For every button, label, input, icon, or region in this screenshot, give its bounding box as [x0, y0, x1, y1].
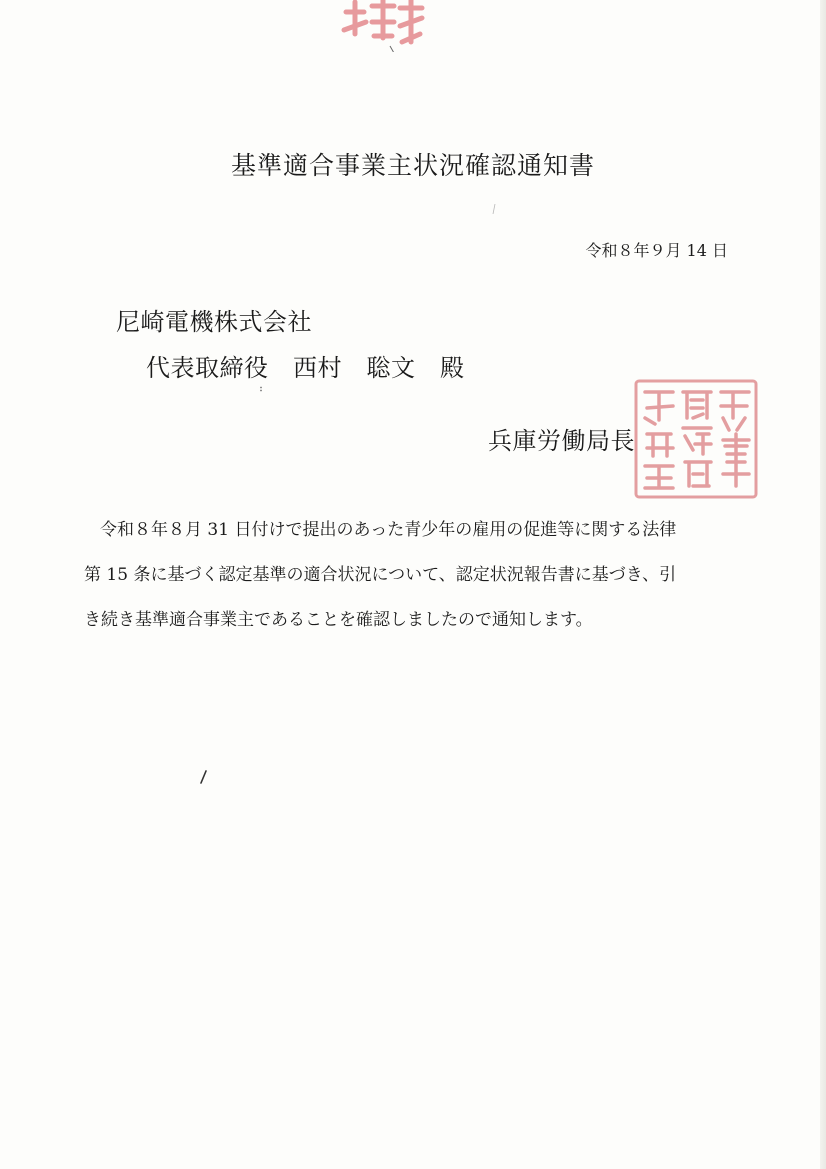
official-seal-icon [633, 378, 759, 500]
scan-mark [199, 770, 207, 784]
body-line-1: 令和８年８月 31 日付けで提出のあった青少年の雇用の促進等に関する法律 [100, 520, 677, 540]
recipient-company: 尼崎電機株式会社 [116, 308, 312, 336]
issuer-name: 兵庫労働局長 [488, 427, 635, 455]
document-title: 基準適合事業主状況確認通知書 [230, 151, 595, 180]
scan-mark [259, 386, 263, 392]
partial-seal-icon [338, 0, 428, 52]
scan-mark [492, 204, 496, 214]
notice-body [84, 508, 754, 643]
issue-date: 令和８年９月 14 日 [585, 241, 728, 260]
body-line-2: 第 15 条に基づく認定基準の適合状況について、認定状況報告書に基づき、引 [84, 565, 677, 585]
body-line-3: き続き基準適合事業主であることを確認しましたので通知します。 [84, 610, 593, 630]
recipient-person: 代表取締役 西村 聡文 殿 [146, 354, 465, 382]
